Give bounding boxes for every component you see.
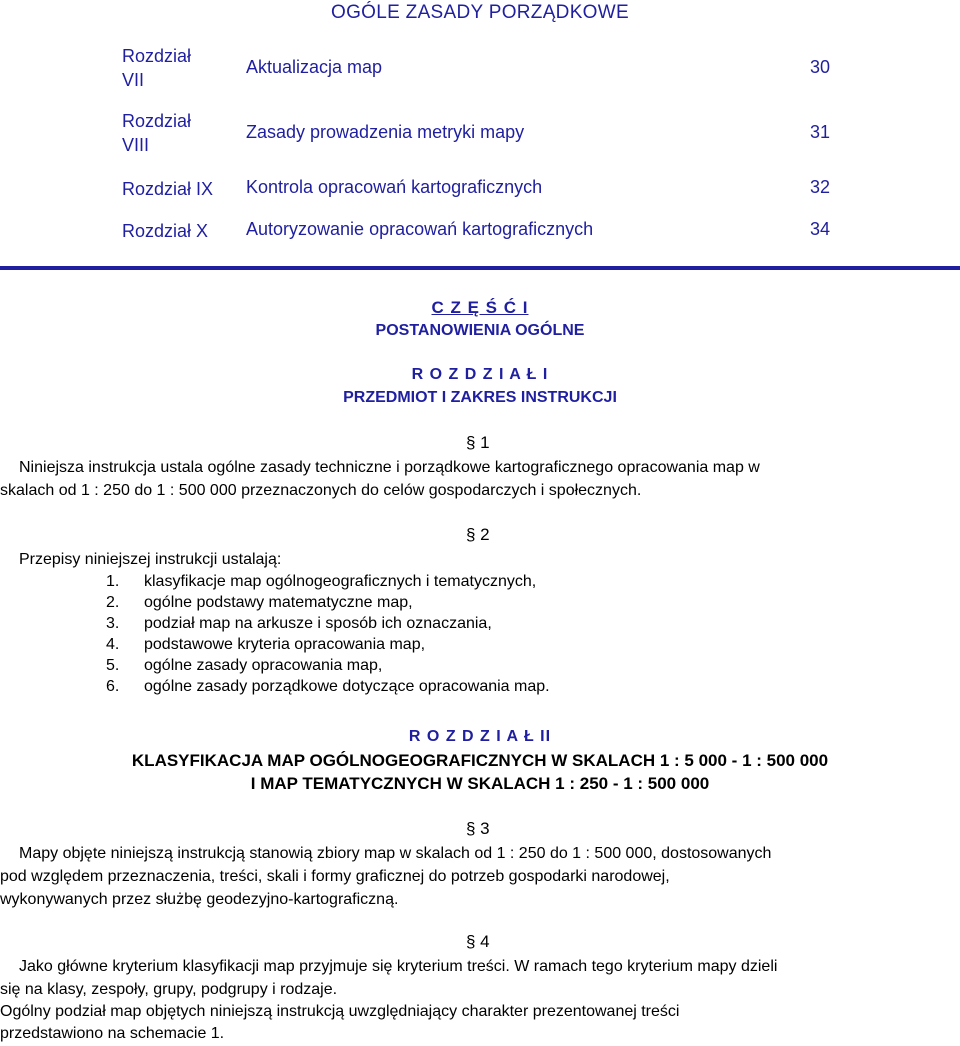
chapter-title: KLASYFIKACJA MAP OGÓLNOGEOGRAFICZNYCH W SKALACH 1 : 5 000 - 1 : 500 000 [131,751,829,770]
toc-chapter: Rozdział IX [122,179,214,199]
toc-page: 32 [810,177,831,197]
paragraph: Mapy objęte niniejszą instrukcją stanowią zbiory map w skalach od 1 : 250 do 1 : 500 000, dostosowanych [19,845,772,862]
chapter-title: I MAP TEMATYCZNYCH W SKALACH 1 : 250 - 1 : 500 000 [250,774,710,793]
section-label: § 3 [466,819,490,838]
toc-title: Autoryzowanie opracowań kartograficznych [246,219,594,239]
part-title: POSTANOWIENIA OGÓLNE [375,322,585,339]
paragraph: Ogólny podział map objętych niniejszą instrukcją uwzględniający charakter prezentowanej treści [0,1003,680,1020]
toc-page: 31 [810,122,831,142]
toc-chapter: Rozdział VIII [122,111,192,155]
toc-page: 34 [810,219,831,239]
toc-page: 30 [810,57,831,77]
list-item: 6. ogólne zasady porządkowe dotyczące opracowania map. [106,678,550,695]
section-label: § 2 [466,525,490,544]
paragraph: się na klasy, zespoły, grupy, podgrupy i rodzaje. [0,981,338,998]
list-item: 4. podstawowe kryteria opracowania map, [106,636,426,653]
chapter-label: R O Z D Z I A Ł II [408,728,552,745]
list-item: 2. ogólne podstawy matematyczne map, [106,594,413,611]
enumerated-list [106,571,550,697]
section-label: § 4 [466,932,490,951]
paragraph: skalach od 1 : 250 do 1 : 500 000 przeznaczonych do celów gospodarczych i społecznych. [0,482,642,499]
toc-chapter: Rozdział X [122,221,209,241]
toc-title: Kontrola opracowań kartograficznych [246,177,543,197]
chapter-title: PRZEDMIOT I ZAKRES INSTRUKCJI [343,389,617,406]
paragraph: pod względem przeznaczenia, treści, skali i formy graficznej do potrzeb gospodarki narodowej, [0,868,670,885]
section-divider [0,266,960,270]
toc-chapter: Rozdział VII [122,46,192,90]
list-item: 5. ogólne zasady opracowania map, [106,657,383,674]
paragraph: Jako główne kryterium klasyfikacji map przyjmuje się kryterium treści. W ramach tego kryterium mapy dzieli [19,958,778,975]
list-item: 1. klasyfikacje map ogólnogeograficznych i tematycznych, [106,573,537,590]
toc-title: Zasady prowadzenia metryki mapy [246,122,525,142]
paragraph: przedstawiono na schemacie 1. [0,1025,225,1042]
paragraph: Przepisy niniejszej instrukcji ustalają: [19,551,282,568]
list-item: 3. podział map na arkusze i sposób ich oznaczania, [106,615,492,632]
section-label: § 1 [466,433,490,452]
paragraph: wykonywanych przez służbę geodezyjno-kartograficzną. [0,891,399,908]
chapter-label: R O Z D Z I A Ł I [411,366,549,383]
paragraph: Niniejsza instrukcja ustala ogólne zasady techniczne i porządkowe kartograficznego opracowania map w [19,459,760,476]
toc-title: Aktualizacja map [246,57,383,77]
part-label: C Z Ę Ś Ć I [431,298,529,317]
toc-header: OGÓLE ZASADY PORZĄDKOWE [331,2,629,23]
